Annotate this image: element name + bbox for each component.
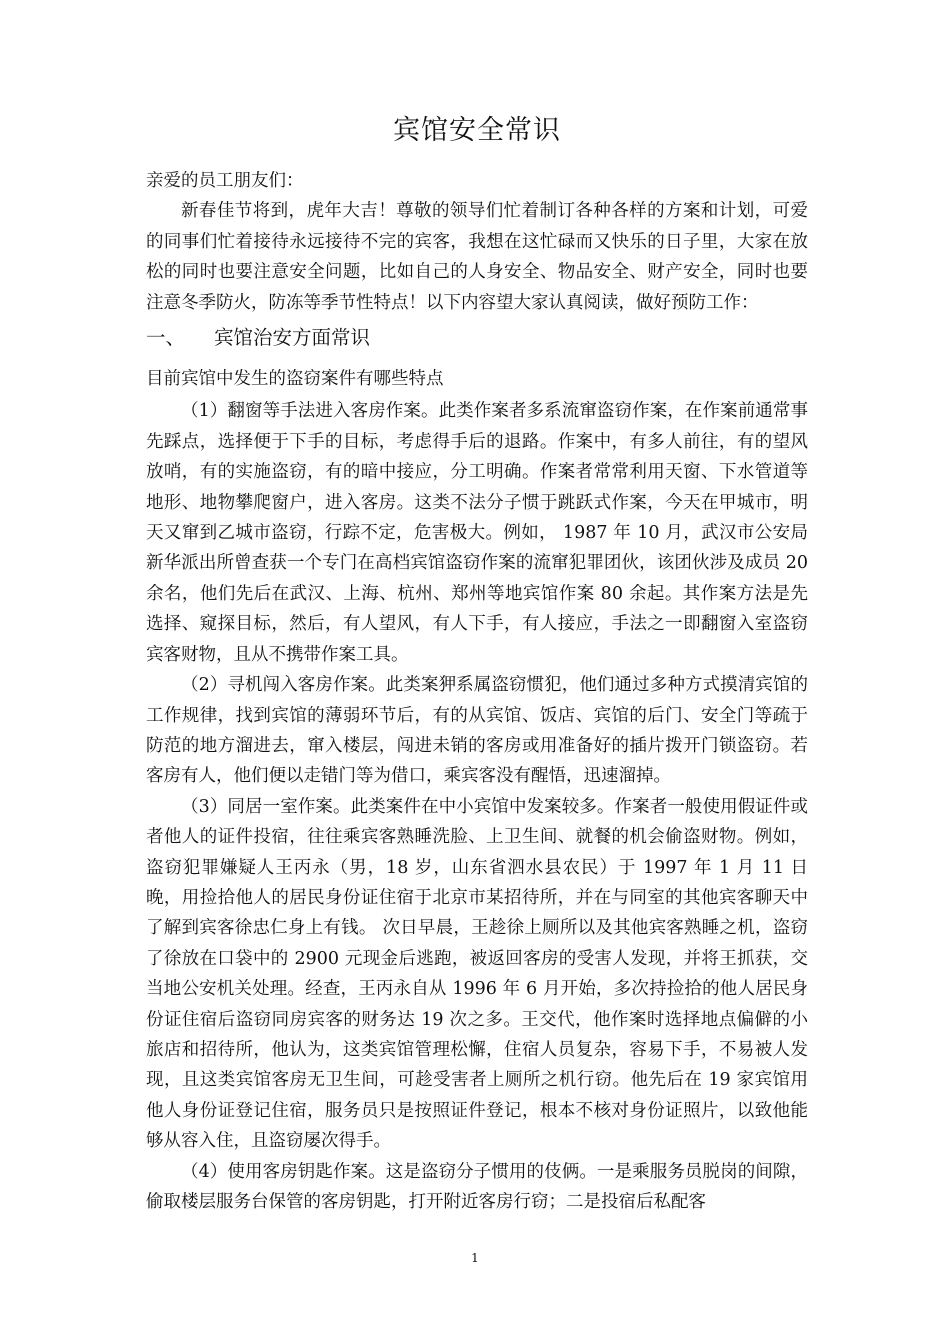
body-paragraph-2: （2）寻机闯入客房作案。此类案狎系属盗窃惯犯，他们通过多种方式摸清宾馆的工作规律，找到宾馆的薄弱环节后，有的从宾馆、饭店、宾馆的后门、安全门等疏于防范的地方溜进去，窜入楼层，闯进未销的客房或用准备好的插片拨开门锁盗窃。若客房有人，他们便以走错门等为借口，乘宾客没有醒悟，迅速溜掉。 bbox=[146, 675, 808, 787]
page-content bbox=[146, 110, 808, 1217]
section-title: 宾馆治安方面常识 bbox=[214, 326, 371, 350]
subheading: 目前宾馆中发生的盗窃案件有哪些特点 bbox=[146, 369, 444, 390]
intro-paragraph: 新春佳节将到，虎年大吉！尊敬的领导们忙着制订各种各样的方案和计划，可爱的同事们忙着接待永远接待不完的宾客，我想在这忙碌而又快乐的日子里，大家在放松的同时也要注意安全问题，比如自己的人身安全、物品安全、财产安全，同时也要注意冬季防火，防冻等季节性特点！以下内容望大家认真阅读，做好预防工作： bbox=[146, 201, 808, 313]
greeting: 亲爱的员工朋友们： bbox=[146, 171, 304, 191]
document-title: 宾馆安全常识 bbox=[393, 115, 561, 146]
section-heading bbox=[146, 320, 808, 356]
page-number: 1 bbox=[471, 1251, 479, 1265]
body-paragraph-1: （1）翻窗等手法进入客房作案。此类作案者多系流窜盗窃作案，在作案前通常事先踩点，选择便于下手的目标，考虑得手后的退路。作案中，有多人前往，有的望风放哨，有的实施盗窃，有的暗中接应，分工明确。作案者常常利用天窗、下水管道等地形、地物攀爬窗户，进入客房。这类不法分子惯于跳跃式作案，今天在甲城市，明天又窜到乙城市盗窃，行踪不定，危害极大。例如， 1987 年 10 月，武汉市公安局新华派出所曾查获一个专门在高档宾馆盗窃作案的流窜犯罪团伙，该团伙涉及成员 20 余名，他们先后在武汉、上海、杭州、郑州等地宾馆作案 80 余起。其作案方法是先选择、窥探目标，然后，有人望风，有人下手，有人接应，手法之一即翻窗入室盗窃宾客财物，且从不携带作案工具。 bbox=[146, 401, 808, 665]
body-paragraph-3: （3）同居一室作案。此类案件在中小宾馆中发案较多。作案者一般使用假证件或者他人的证件投宿，往往乘宾客熟睡洗脸、上卫生间、就餐的机会偷盗财物。例如，盗窃犯罪嫌疑人王丙永（男，18 岁，山东省泗水县农民）于 1997 年 1 月 11 日晚，用捡拾他人的居民身份证住宿于北京市某招待所，并在与同室的其他宾客聊天中了解到宾客徐忠仁身上有钱。 次日早晨，王趁徐上厕所以及其他宾客熟睡之机，盗窃了徐放在口袋中的 2900 元现金后逃跑，被返回客房的受害人发现，并将王抓获，交当地公安机关处理。经查，王丙永自从 1996 年 6 月开始，多次持捡拾的他人居民身份证住宿后盗窃同房宾客的财务达 19 次之多。王交代，他作案时选择地点偏僻的小旅店和招待所，他认为，这类宾馆管理松懈，住宿人员复杂，容易下手，不易被人发现，且这类宾馆客房无卫生间，可趁受害者上厕所之机行窃。他先后在 19 家宾馆用他人身份证登记住宿，服务员只是按照证件登记，根本不核对身份证照片，以致他能够从容入住，且盗窃屡次得手。 bbox=[146, 796, 808, 1152]
body-paragraph-4: （4）使用客房钥匙作案。这是盗窃分子惯用的伎俩。一是乘服务员脱岗的间隙，偷取楼层服务台保管的客房钥匙，打开附近客房行窃；二是投宿后私配客 bbox=[146, 1161, 808, 1212]
section-number: 一、 bbox=[146, 326, 186, 350]
